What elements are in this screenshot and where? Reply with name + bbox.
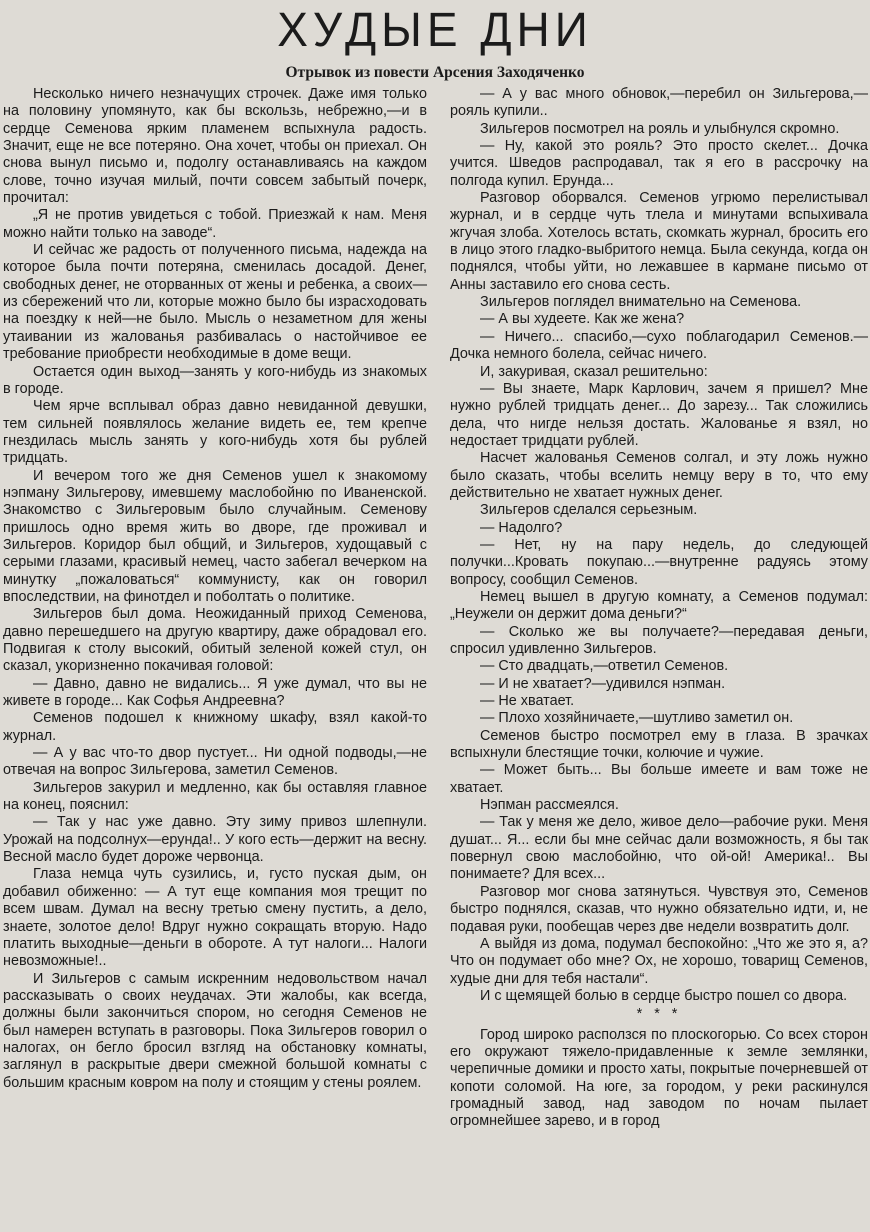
paragraph: Разговор оборвался. Семенов угрюмо перелистывал журнал, и в сердце чуть тлела и минутами вспыхивала жгучая злоба. Хотелось встать, скомкать журнал, бросить его в лицо этого гладко-выбритого немца. Была секунда, когда он поднялся, чтобы уйти, но лежавшее в кармане письмо от Анны заставило его снова сесть. <box>450 190 868 293</box>
paragraph: Несколько ничего незначущих строчек. Даже имя только на половину упомянуто, как бы вскользь, небрежно,—и в сердце Семенова ярким пламенем вспыхнула радость. Значит, еще не все потеряно. Она хочет, чтобы он приехал. Он снова вынул письмо и, подолгу останавливаясь на каждом слове, точно изучая милый, почти совсем забытый почерк, прочитал: <box>3 86 427 207</box>
paragraph: Зильгеров сделался серьезным. <box>480 502 698 519</box>
paragraph: Зильгеров посмотрел на рояль и улыбнулся скромно. <box>480 120 840 137</box>
paragraph: Зильгеров поглядел внимательно на Семенова. <box>480 294 802 311</box>
paragraph: Нэпман рассмеялся. <box>480 797 619 814</box>
paragraph: — Сколько же вы получаете?—передавая деньги, спросил удивленно Зильгеров. <box>450 623 868 657</box>
paragraph: И вечером того же дня Семенов ушел к знакомому нэпману Зильгерову, имевшему маслобойню по Иваненской. Знакомство с Зильгеровым было случайным. Семенову пришлось одно время жить во дворе, где проживал и Зильгеров. Коридор был общий, и Зильгеров, худощавый с серыми глазами, красивый немец, часто забегал вечерком на минутку „пожаловаться“ коммунисту, как он говорил впоследствии, на финотдел и поболтать о политике. <box>3 467 427 605</box>
right-column <box>450 86 870 1232</box>
paragraph: Остается один выход—занять у кого-нибудь из знакомых в городе. <box>3 363 427 397</box>
text-columns <box>0 86 870 1232</box>
paragraph: — Так у нас уже давно. Эту зиму привоз шлепнули. Урожай на подсолнух—ерунда!.. У кого есть—держит на весну. Весной масло будет дороже червонца. <box>3 814 427 866</box>
paragraph: — А у вас много обновок,—перебил он Зильгерова,—рояль купили.. <box>450 86 868 120</box>
paragraph: — Нет, ну на пару недель, до следующей получки...Кровать покупаю...—внутренне радуясь этому вопросу, сообщил Семенов. <box>450 536 868 588</box>
paragraph: — А вы худеете. Как же жена? <box>480 311 685 328</box>
paragraph: — А у вас что-то двор пустует... Ни одной подводы,—не отвечая на вопрос Зильгерова, заметил Семенов. <box>3 745 427 779</box>
left-column <box>0 86 427 1232</box>
paragraph: Чем ярче всплывал образ давно невиданной девушки, тем сильней появлялось желание видеть ее, тем крепче гнездилась мысль занять у кого-нибудь хотя бы рублей тридцать. <box>3 398 427 467</box>
paragraph: Немец вышел в другую комнату, а Семенов подумал: „Неужели он держит дома деньги?“ <box>450 588 868 623</box>
paragraph: — Давно, давно не видались... Я уже думал, что вы не живете в городе... Как Софья Андреевна? <box>3 675 427 710</box>
paragraph: Семенов быстро посмотрел ему в глаза. В зрачках вспыхнули блестящие точки, колючие и чужие. <box>450 727 868 762</box>
paragraph: Глаза немца чуть сузились, и, густо пуская дым, он добавил обиженно: — А тут еще компания моя трещит по всем швам. Думал на весну третью смену пустить, а дело, знаете, золотое дело! Вдруг нужно сокращать вторую. Надо платить выходные—деньги в обороте. А тут налоги... Налоги невозможные!.. <box>3 866 427 970</box>
paragraph: „Я не против увидеться с тобой. Приезжай к нам. Меня можно найти только на заводе“. <box>3 207 427 241</box>
paragraph: И с щемящей болью в сердце быстро пошел со двора. <box>480 987 848 1004</box>
story-title: ХУДЫЕ ДНИ <box>277 1 593 57</box>
paragraph: И, закуривая, сказал решительно: <box>480 363 708 380</box>
paragraph: — Не хватает. <box>480 693 575 710</box>
paragraph: Разговор мог снова затянуться. Чувствуя это, Семенов быстро поднялся, сказав, что нужно обязательно идти, и, не подавая руки, пообещав через две недели возвратить долг. <box>450 883 868 935</box>
paragraph: Зильгеров был дома. Неожиданный приход Семенова, давно перешедшего на другую квартиру, даже обрадовал его. Подвигая к столу высокий, обитый зеленой кожей стул, он сказал, укоризненно покачивая головой: <box>3 606 427 675</box>
paragraph: Семенов подошел к книжному шкафу, взял какой-то журнал. <box>3 710 427 744</box>
paragraph: — Так у меня же дело, живое дело—рабочие руки. Меня душат... Я... если бы мне сейчас дали возможность, я бы так повернул свою маслобойню, что ой-ой! Америка!.. Вы понимаете? Для всех... <box>450 814 868 883</box>
paragraph: — Ничего... спасибо,—сухо поблагодарил Семенов.—Дочка немного болела, сейчас ничего. <box>450 328 868 363</box>
paragraph: — Вы знаете, Марк Карлович, зачем я пришел? Мне нужно рублей тридцать денег... До зарезу... Так сложились дела, что нигде нельзя достать. Жалованье я взял, но недостает тридцати рублей. <box>450 380 868 449</box>
section-separator: * * * <box>636 1006 682 1023</box>
paragraph: Насчет жалованья Семенов солгал, и эту ложь нужно было сказать, чтобы вселить немцу веру в то, что ему действительно не хватает нужных денег. <box>450 450 868 501</box>
paragraph: — Плохо хозяйничаете,—шутливо заметил он. <box>480 710 794 727</box>
paragraph: — Ну, какой это рояль? Это просто скелет... Дочка учится. Шведов распродавал, так я его в рассрочку на полгода купил. Ерунда... <box>450 138 868 189</box>
paragraph: — И не хватает?—удивился нэпман. <box>480 675 726 692</box>
paragraph: Зильгеров закурил и медленно, как бы оставляя главное на конец, пояснил: <box>3 779 427 814</box>
paragraph: Город широко расползся по плоскогорью. Со всех сторон его окружают тяжело-придавленные к земле землянки, черепичные домики и просто хаты, покрытые почерневшей от копоти соломой. На юге, за городом, у реки раскинулся громадный завод, над заводом по ночам пылает огромнейшее зарево, и в город <box>450 1026 868 1130</box>
paragraph: И Зильгеров с самым искренним недовольством начал рассказывать о своих неудачах. Эти жалобы, как всегда, должны были закончиться спором, но сегодня Семенов не был намерен вступать в разговоры. Пока Зильгеров говорил о налогах, он бегло бросил взгляд на обстановку комнаты, заглянул в раскрытые двери смежной большой комнаты с большим красным ковром на полу и стоящим у стены роялем. <box>3 970 427 1091</box>
story-subtitle: Отрывок из повести Арсения Заходяченко <box>285 64 585 81</box>
paragraph: — Может быть... Вы больше имеете и вам тоже не хватает. <box>450 762 868 796</box>
paragraph: А выйдя из дома, подумал беспокойно: „Что же это я, а? Что он подумает обо мне? Ох, не хорошо, товарищ Семенов, худые дни для тебя настали“. <box>450 935 868 987</box>
paragraph: И сейчас же радость от полученного письма, надежда на которое была почти потеряна, сменилась досадой. Денег, свободных денег, не оторванных от жены и ребенка, а своих—из сбережений что ли, которые можно было бы израсходовать на поездку к ней—не было. Мысль о незаметном для жены утаивании из жалованья разбивалась о настойчивое ее требование приобрести необходимые в доме вещи. <box>3 242 427 363</box>
paragraph: — Сто двадцать,—ответил Семенов. <box>480 658 729 675</box>
paragraph: — Надолго? <box>480 519 563 536</box>
